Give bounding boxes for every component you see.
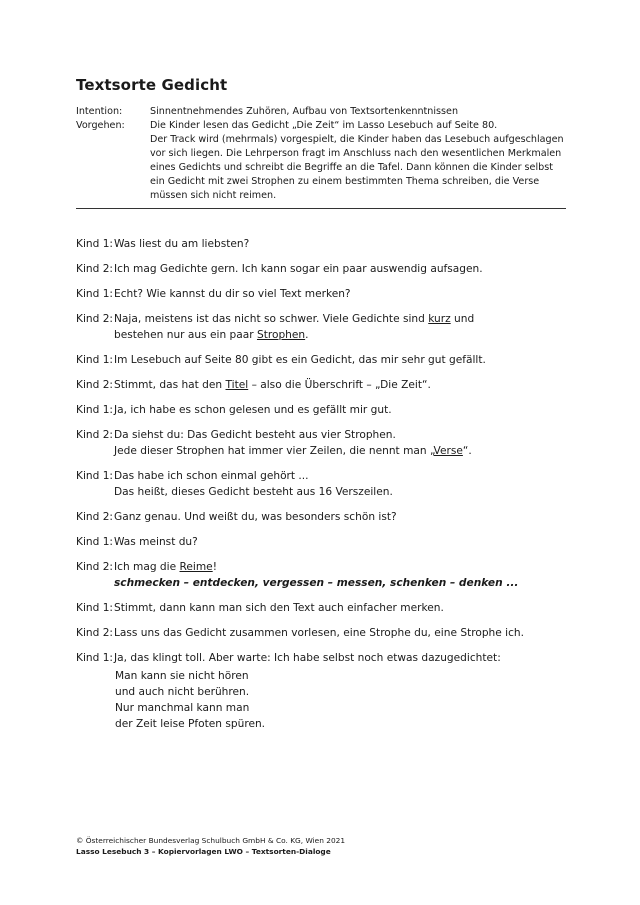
vorgehen-line: eines Gedichts und schreibt die Begriffe an die Tafel. Dann können die Kinder selbst	[150, 162, 553, 173]
intention-text: Sinnentnehmendes Zuhören, Aufbau von Textsortenkenntnissen	[150, 106, 459, 117]
speaker-label: Kind 1:	[76, 404, 114, 416]
text-segment: Da siehst du: Das Gedicht besteht aus vier Strophen.	[114, 429, 396, 441]
turn-line	[114, 625, 576, 641]
vorgehen-line: müssen sich nicht reimen.	[150, 190, 277, 201]
dialog-turn	[76, 468, 576, 500]
poem-line: und auch nicht berühren.	[115, 686, 250, 698]
speaker-label: Kind 2:	[76, 627, 114, 639]
turn-line	[114, 484, 576, 500]
header-divider	[76, 208, 566, 209]
dialog-turn	[76, 509, 576, 525]
turn-line	[114, 650, 576, 666]
turn-line	[114, 443, 576, 459]
vorgehen-line: Die Kinder lesen das Gedicht „Die Zeit“ im Lasso Lesebuch auf Seite 80.	[150, 120, 498, 131]
vorgehen-line: vor sich liegen. Die Lehrperson fragt im Anschluss nach den wesentlichen Merkmalen	[150, 148, 562, 159]
poem-line: der Zeit leise Pfoten spüren.	[115, 718, 266, 730]
vorgehen-text	[150, 119, 566, 203]
turn-line	[114, 402, 576, 418]
vorgehen-row	[76, 119, 566, 203]
speaker-label: Kind 2:	[76, 313, 114, 325]
speaker-label: Kind 2:	[76, 429, 114, 441]
keyword-term: Titel	[225, 379, 249, 391]
text-segment: Das heißt, dieses Gedicht besteht aus 16 Verszeilen.	[114, 486, 393, 498]
text-segment: – also die Überschrift – „Die Zeit“.	[248, 379, 431, 391]
text-segment: Das habe ich schon einmal gehört ...	[114, 470, 309, 482]
dialog-turn	[76, 625, 576, 641]
series-text: Lasso Lesebuch 3 – Kopiervorlagen LWO – Textsorten-Dialoge	[76, 847, 331, 856]
speaker-label: Kind 2:	[76, 511, 114, 523]
text-segment: .	[305, 329, 309, 341]
turn-text	[114, 286, 576, 302]
keyword-term: Verse	[433, 445, 463, 457]
speaker-label: Kind 2:	[76, 263, 114, 275]
dialog-turn	[76, 600, 576, 616]
text-segment: Ja, das klingt toll. Aber warte: Ich habe selbst noch etwas dazugedichtet:	[114, 652, 501, 664]
keyword-term: Strophen	[256, 329, 306, 341]
speaker-label: Kind 1:	[76, 652, 114, 664]
turn-text	[114, 236, 576, 252]
turn-line	[114, 311, 576, 327]
dialog-turn	[76, 534, 576, 550]
turn-line	[114, 575, 576, 591]
meta-info	[76, 105, 566, 203]
text-segment: Jede dieser Strophen hat immer vier Zeilen, die nennt man „	[114, 445, 434, 457]
speaker-label: Kind 1:	[76, 288, 114, 300]
dialog-turn	[76, 377, 576, 393]
text-segment: Stimmt, dann kann man sich den Text auch einfacher merken.	[114, 602, 444, 614]
turn-text	[114, 402, 576, 418]
text-segment: Ich mag die	[114, 561, 180, 573]
dialog-turn	[76, 311, 576, 343]
turn-line	[114, 534, 576, 550]
turn-text	[114, 534, 576, 550]
turn-text	[114, 311, 576, 343]
dialog-turn	[76, 286, 576, 302]
speaker-label: Kind 1:	[76, 238, 114, 250]
intention-label: Intention:	[76, 106, 123, 117]
turn-text	[114, 650, 576, 666]
turn-line	[114, 261, 576, 277]
dialog-turn	[76, 402, 576, 418]
dialog-turn	[76, 352, 576, 368]
speaker-label: Kind 1:	[76, 470, 114, 482]
text-segment: !	[212, 561, 217, 573]
page-title: Textsorte Gedicht	[76, 76, 228, 94]
poem	[115, 668, 265, 732]
text-segment: Was liest du am liebsten?	[114, 238, 250, 250]
poem-line: Nur manchmal kann man	[115, 702, 250, 714]
text-segment: Echt? Wie kannst du dir so viel Text merken?	[114, 288, 351, 300]
vorgehen-line: Der Track wird (mehrmals) vorgespielt, die Kinder haben das Lesebuch aufgeschlagen	[150, 134, 564, 145]
turn-line	[114, 468, 576, 484]
dialog-turn	[76, 427, 576, 459]
rhyme-examples: schmecken – entdecken, vergessen – messen, schenken – denken ...	[114, 577, 519, 589]
text-segment: Was meinst du?	[114, 536, 198, 548]
turn-line	[114, 286, 576, 302]
turn-line	[114, 377, 576, 393]
text-segment: Ja, ich habe es schon gelesen und es gefällt mir gut.	[114, 404, 392, 416]
text-segment: Im Lesebuch auf Seite 80 gibt es ein Gedicht, das mir sehr gut gefällt.	[114, 354, 486, 366]
keyword-term: Reime	[179, 561, 213, 573]
dialog-turn	[76, 261, 576, 277]
keyword-term: kurz	[428, 313, 451, 325]
turn-line	[114, 352, 576, 368]
text-segment: Ich mag Gedichte gern. Ich kann sogar ein paar auswendig aufsagen.	[114, 263, 483, 275]
text-segment: Naja, meistens ist das nicht so schwer. Viele Gedichte sind	[114, 313, 429, 325]
intention-row	[76, 105, 566, 119]
speaker-label: Kind 2:	[76, 379, 114, 391]
dialog-turn	[76, 650, 576, 666]
turn-text	[114, 559, 576, 591]
turn-text	[114, 468, 576, 500]
vorgehen-label: Vorgehen:	[76, 120, 125, 131]
speaker-label: Kind 1:	[76, 602, 114, 614]
turn-text	[114, 600, 576, 616]
turn-line	[114, 236, 576, 252]
speaker-label: Kind 1:	[76, 354, 114, 366]
turn-line	[114, 509, 576, 525]
poem-line: Man kann sie nicht hören	[115, 670, 249, 682]
speaker-label: Kind 2:	[76, 561, 114, 573]
turn-text	[114, 261, 576, 277]
vorgehen-line: ein Gedicht mit zwei Strophen zu einem bestimmten Thema schreiben, die Verse	[150, 176, 540, 187]
turn-text	[114, 625, 576, 641]
dialog-turn	[76, 559, 576, 591]
dialog	[76, 236, 576, 675]
text-segment: Stimmt, das hat den	[114, 379, 226, 391]
turn-line	[114, 600, 576, 616]
footer	[76, 835, 345, 857]
text-segment: “.	[462, 445, 472, 457]
turn-text	[114, 509, 576, 525]
turn-line	[114, 327, 576, 343]
dialog-turn	[76, 236, 576, 252]
turn-line	[114, 559, 576, 575]
turn-text	[114, 377, 576, 393]
text-segment: und	[450, 313, 475, 325]
text-segment: bestehen nur aus ein paar	[114, 329, 257, 341]
text-segment: Lass uns das Gedicht zusammen vorlesen, eine Strophe du, eine Strophe ich.	[114, 627, 525, 639]
speaker-label: Kind 1:	[76, 536, 114, 548]
copyright-text: © Österreichischer Bundesverlag Schulbuch GmbH & Co. KG, Wien 2021	[76, 836, 346, 845]
text-segment: Ganz genau. Und weißt du, was besonders schön ist?	[114, 511, 397, 523]
turn-text	[114, 427, 576, 459]
turn-line	[114, 427, 576, 443]
turn-text	[114, 352, 576, 368]
